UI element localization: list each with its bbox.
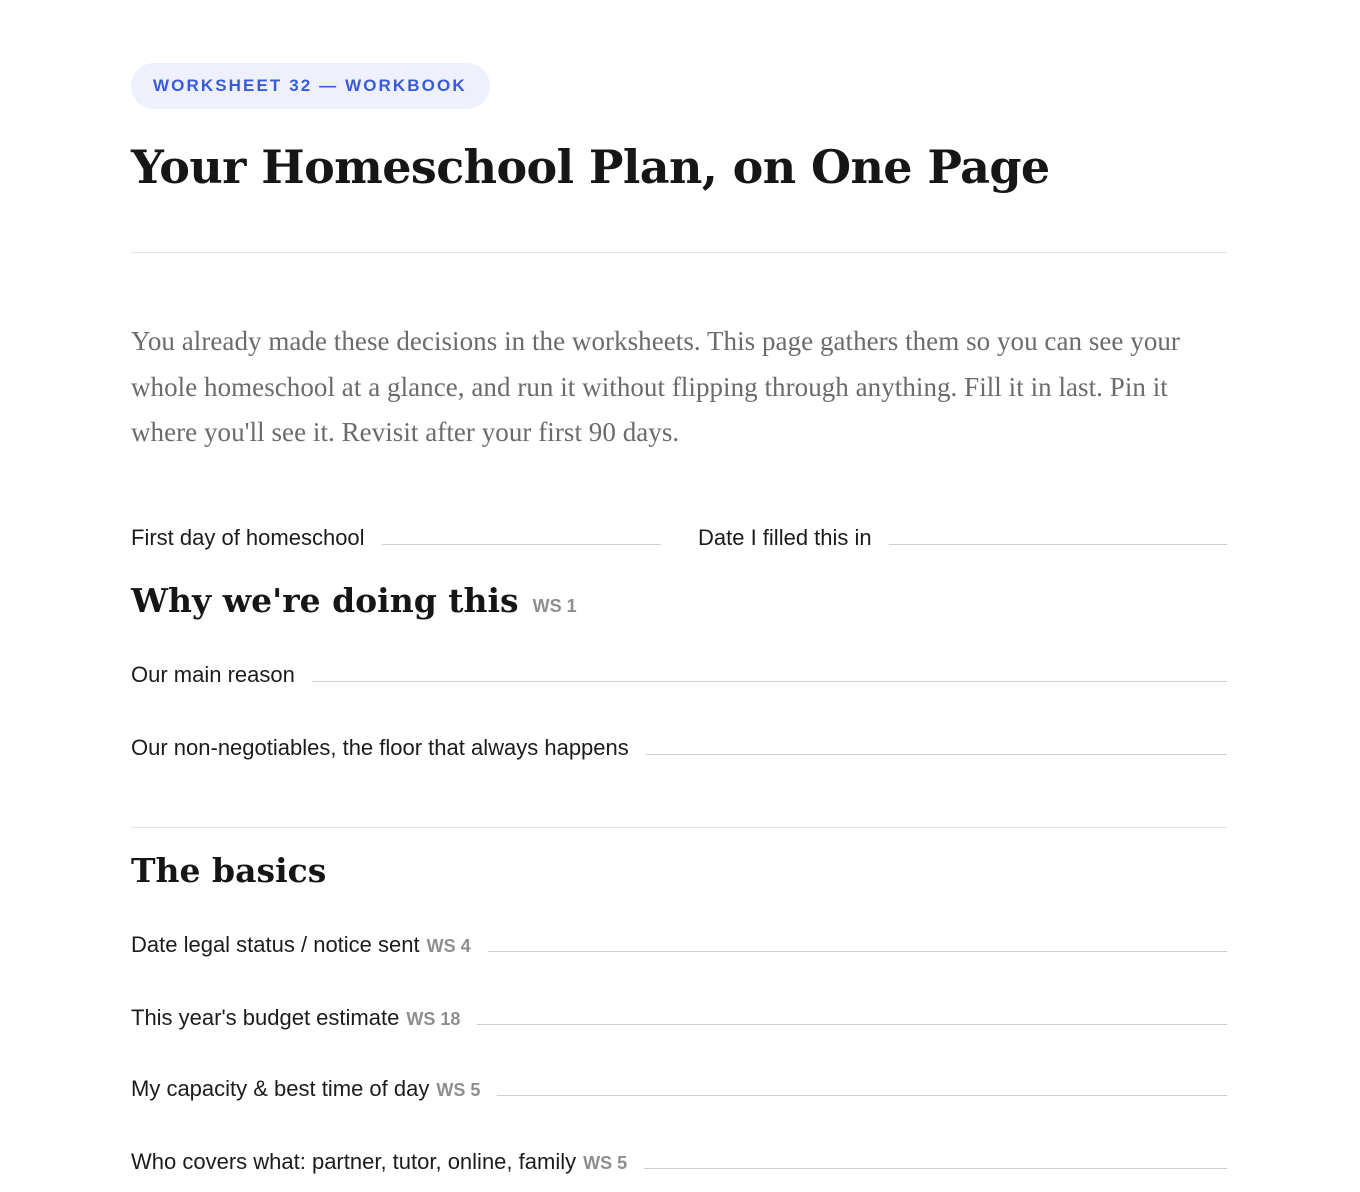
why-ws-ref: WS 1 <box>532 596 577 616</box>
main-reason-field[interactable] <box>131 660 1227 690</box>
main-reason-label: Our main reason <box>131 662 295 687</box>
why-heading-text: Why we're doing this <box>131 581 519 620</box>
date-filled-label: Date I filled this in <box>698 525 872 550</box>
budget-label: This year's budget estimate <box>131 1005 400 1030</box>
section-heading-why <box>131 581 577 626</box>
date-filled-write-line[interactable] <box>889 544 1227 545</box>
non-negotiables-label: Our non-negotiables, the floor that always happens <box>131 735 629 760</box>
basics-heading-text: The basics <box>131 851 327 890</box>
first-day-label: First day of homeschool <box>131 525 365 550</box>
who-covers-field[interactable] <box>131 1147 1227 1178</box>
who-covers-ws-ref: WS 5 <box>583 1153 628 1173</box>
worksheet-badge: WORKSHEET 32 — WORKBOOK <box>131 63 490 109</box>
section-heading-basics <box>131 851 326 891</box>
section-divider <box>131 827 1227 828</box>
legal-status-field[interactable] <box>131 930 1227 961</box>
page-title: Your Homeschool Plan, on One Page <box>131 140 1050 194</box>
who-covers-label: Who covers what: partner, tutor, online, family <box>131 1149 577 1174</box>
who-covers-write-line[interactable] <box>644 1168 1227 1169</box>
capacity-write-line[interactable] <box>497 1095 1227 1096</box>
legal-status-ws-ref: WS 4 <box>426 936 471 956</box>
date-filled-field[interactable] <box>698 523 1227 553</box>
legal-status-label: Date legal status / notice sent <box>131 932 420 957</box>
worksheet-page <box>131 63 1227 1174</box>
capacity-ws-ref: WS 5 <box>436 1080 481 1100</box>
non-negotiables-write-line[interactable] <box>646 754 1227 755</box>
budget-ws-ref: WS 18 <box>406 1009 461 1029</box>
non-negotiables-field[interactable] <box>131 733 1227 763</box>
main-reason-write-line[interactable] <box>312 681 1227 682</box>
intro-paragraph: You already made these decisions in the worksheets. This page gathers them so you can see your whole homeschool at a glance, and run it without flipping through anything. Fill it in last. Pin it where you'll see it. Revisit after your first 90 days. <box>131 326 1180 447</box>
first-day-field[interactable] <box>131 523 661 553</box>
capacity-label: My capacity & best time of day <box>131 1076 430 1101</box>
budget-field[interactable] <box>131 1003 1227 1034</box>
capacity-field[interactable] <box>131 1074 1227 1105</box>
legal-status-write-line[interactable] <box>488 951 1227 952</box>
header-divider <box>131 252 1227 253</box>
budget-write-line[interactable] <box>477 1024 1227 1025</box>
first-day-write-line[interactable] <box>382 544 661 545</box>
